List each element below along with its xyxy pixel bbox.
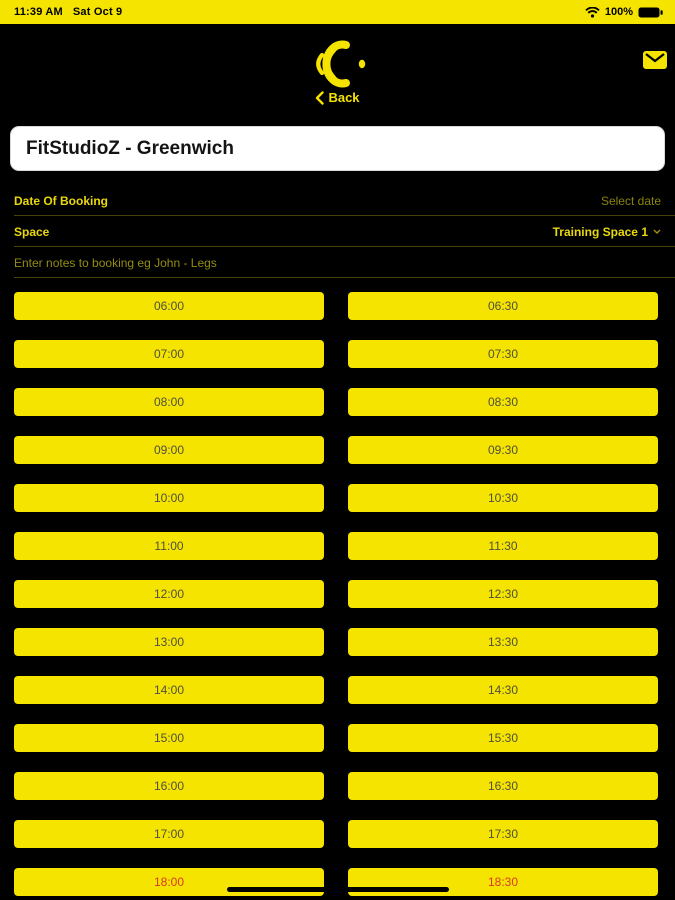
time-slot-button[interactable]: 14:00: [14, 676, 324, 704]
date-label: Sat Oct 9: [72, 6, 123, 18]
space-label: Space: [14, 224, 50, 239]
notes-row[interactable]: [14, 248, 675, 278]
time-slot-button[interactable]: 18:00: [14, 868, 324, 896]
slots-grid: [14, 292, 658, 896]
chevron-left-icon: [315, 91, 324, 105]
time-slot-button[interactable]: 09:00: [14, 436, 324, 464]
time-slot-button[interactable]: 17:30: [348, 820, 658, 848]
time-slot-button[interactable]: 15:00: [14, 724, 324, 752]
time-slot-button[interactable]: 13:30: [348, 628, 658, 656]
time-slot-button[interactable]: 11:00: [14, 532, 324, 560]
fitstudioz-logo-icon: [308, 38, 368, 90]
time-slot-button[interactable]: 12:30: [348, 580, 658, 608]
time-slot-button[interactable]: 15:30: [348, 724, 658, 752]
clock-label: 11:39 AM: [14, 6, 63, 18]
time-slot-button[interactable]: 06:00: [14, 292, 324, 320]
time-slot-button[interactable]: 06:30: [348, 292, 658, 320]
time-slot-button[interactable]: 08:00: [14, 388, 324, 416]
time-slot-button[interactable]: 18:30: [348, 868, 658, 896]
time-slot-button[interactable]: 07:30: [348, 340, 658, 368]
home-indicator[interactable]: [227, 887, 449, 892]
time-slot-button[interactable]: 08:30: [348, 388, 658, 416]
status-bar: [0, 0, 675, 24]
back-label: Back: [328, 90, 360, 105]
notes-input[interactable]: Enter notes to booking eg John - Legs: [14, 255, 217, 270]
space-selector[interactable]: [553, 225, 661, 239]
date-of-booking-row[interactable]: [14, 186, 675, 216]
time-slot-button[interactable]: 13:00: [14, 628, 324, 656]
chevron-down-icon: [653, 229, 661, 234]
studio-name-input[interactable]: [10, 126, 665, 171]
time-slot-button[interactable]: 16:00: [14, 772, 324, 800]
battery-icon: [638, 7, 663, 18]
time-slot-button[interactable]: 09:30: [348, 436, 658, 464]
date-of-booking-label: Date Of Booking: [14, 193, 109, 208]
time-slot-button[interactable]: 14:30: [348, 676, 658, 704]
battery-percent: 100%: [604, 6, 633, 18]
time-slot-button[interactable]: 17:00: [14, 820, 324, 848]
space-value: Training Space 1: [552, 224, 648, 239]
time-slot-button[interactable]: 10:30: [348, 484, 658, 512]
time-slot-button[interactable]: 10:00: [14, 484, 324, 512]
back-button[interactable]: [0, 90, 675, 105]
time-slot-button[interactable]: 11:30: [348, 532, 658, 560]
mail-button[interactable]: [643, 51, 667, 69]
mail-icon: [645, 53, 665, 63]
space-row[interactable]: [14, 217, 675, 247]
time-slot-button[interactable]: 12:00: [14, 580, 324, 608]
select-date-value[interactable]: Select date: [600, 193, 661, 208]
time-slot-button[interactable]: 16:30: [348, 772, 658, 800]
wifi-icon: [585, 7, 600, 18]
time-slot-button[interactable]: 07:00: [14, 340, 324, 368]
